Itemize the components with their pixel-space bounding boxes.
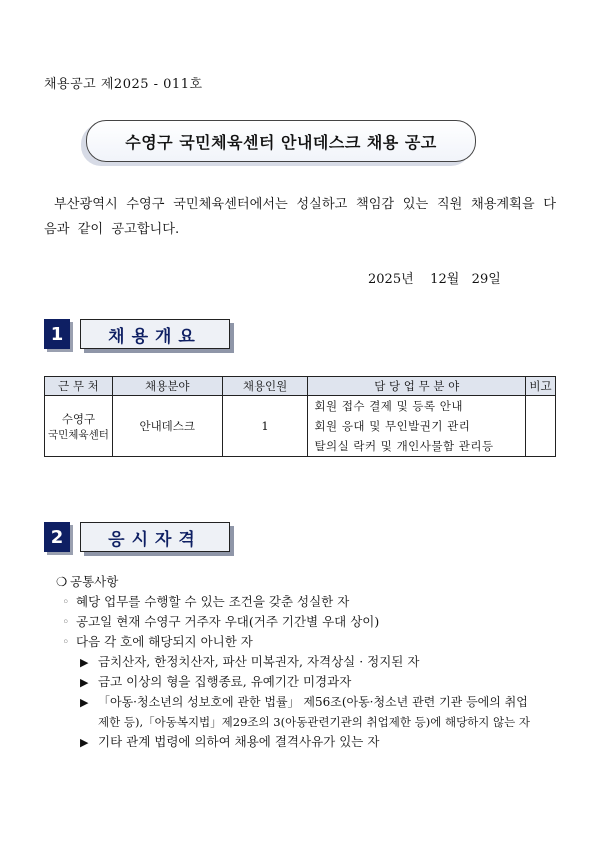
sub-list-item: ▶ 금치산자, 한정치산자, 파산 미복권자, 자격상실 · 정지된 자 — [56, 652, 566, 672]
arrow-bullet-icon: ▶ — [80, 676, 89, 689]
cell-duties — [308, 396, 526, 457]
notice-date: 2025년 12월 29일 — [368, 272, 501, 287]
bullet-icon: ◦ — [62, 594, 70, 609]
sub-list-item: ▶ 「아동·청소년의 성보호에 관한 법률」 제56조(아동·청소년 관련 기관 등에의 취업 — [56, 692, 566, 712]
duty-item: 회원 접수 결제 및 등록 안내 — [314, 399, 463, 413]
section-header-overview — [44, 319, 230, 349]
section-label: 채용개요 — [80, 319, 230, 349]
cell-count: 1 — [222, 396, 308, 457]
cell-workplace — [45, 396, 113, 457]
cell-note — [526, 396, 556, 457]
notice-number: 채용공고 제2025 - 011호 — [44, 77, 203, 92]
table-row — [45, 396, 556, 457]
circle-bullet-icon: ❍ — [56, 574, 68, 589]
list-item: ◦ 혜당 업무를 수행할 수 있는 조건을 갖춘 성실한 자 — [56, 592, 566, 612]
duty-item: 탈의실 락커 및 개인사물함 관리등 — [314, 439, 494, 453]
workplace-line: 국민체육센터 — [48, 428, 109, 441]
sub-list-item-continuation: 제한 등),「아동복지법」제29조의 3(아동관련기관의 취업제한 등)에 해당하지 않는 자 — [98, 715, 531, 729]
section-number: 1 — [44, 319, 70, 349]
sub-list-item: ▶ 기타 관계 법령에 의하여 채용에 결격사유가 있는 자 — [56, 732, 566, 752]
arrow-bullet-icon: ▶ — [80, 656, 89, 669]
list-item: ◦ 공고일 현재 수영구 거주자 우대(거주 기간별 우대 상이) — [56, 612, 566, 632]
qualification-heading: ❍ 공통사항 — [56, 572, 566, 592]
sub-list-item: ▶ 금고 이상의 형을 집행종료, 유예기간 미경과자 — [56, 672, 566, 692]
page-title: 수영구 국민체육센터 안내데스크 채용 공고 — [125, 132, 437, 152]
arrow-bullet-icon: ▶ — [80, 696, 89, 709]
column-header-field: 채용분야 — [112, 377, 222, 396]
workplace-line: 수영구 — [61, 411, 96, 426]
recruitment-table — [44, 376, 556, 457]
duty-item: 회원 응대 및 무인발권기 관리 — [314, 419, 471, 433]
bullet-icon: ◦ — [62, 614, 70, 629]
title-banner — [86, 120, 476, 162]
bullet-icon: ◦ — [62, 634, 70, 649]
column-header-workplace: 근 무 처 — [45, 377, 113, 396]
section-number: 2 — [44, 522, 70, 552]
arrow-bullet-icon: ▶ — [80, 736, 89, 749]
column-header-note: 비고 — [526, 377, 556, 396]
column-header-count: 채용인원 — [222, 377, 308, 396]
table-header-row — [45, 377, 556, 396]
section-label: 응시자격 — [80, 522, 230, 552]
qualifications-list — [56, 572, 566, 752]
list-item: ◦ 다음 각 호에 해당되지 아니한 자 — [56, 632, 566, 652]
section-header-qualifications — [44, 522, 230, 552]
column-header-duties: 담 당 업 무 분 야 — [308, 377, 526, 396]
intro-paragraph: 부산광역시 수영구 국민체육센터에서는 성실하고 책임감 있는 직원 채용계획을 다음과 같이 공고합니다. — [44, 197, 556, 237]
cell-field: 안내데스크 — [112, 396, 222, 457]
